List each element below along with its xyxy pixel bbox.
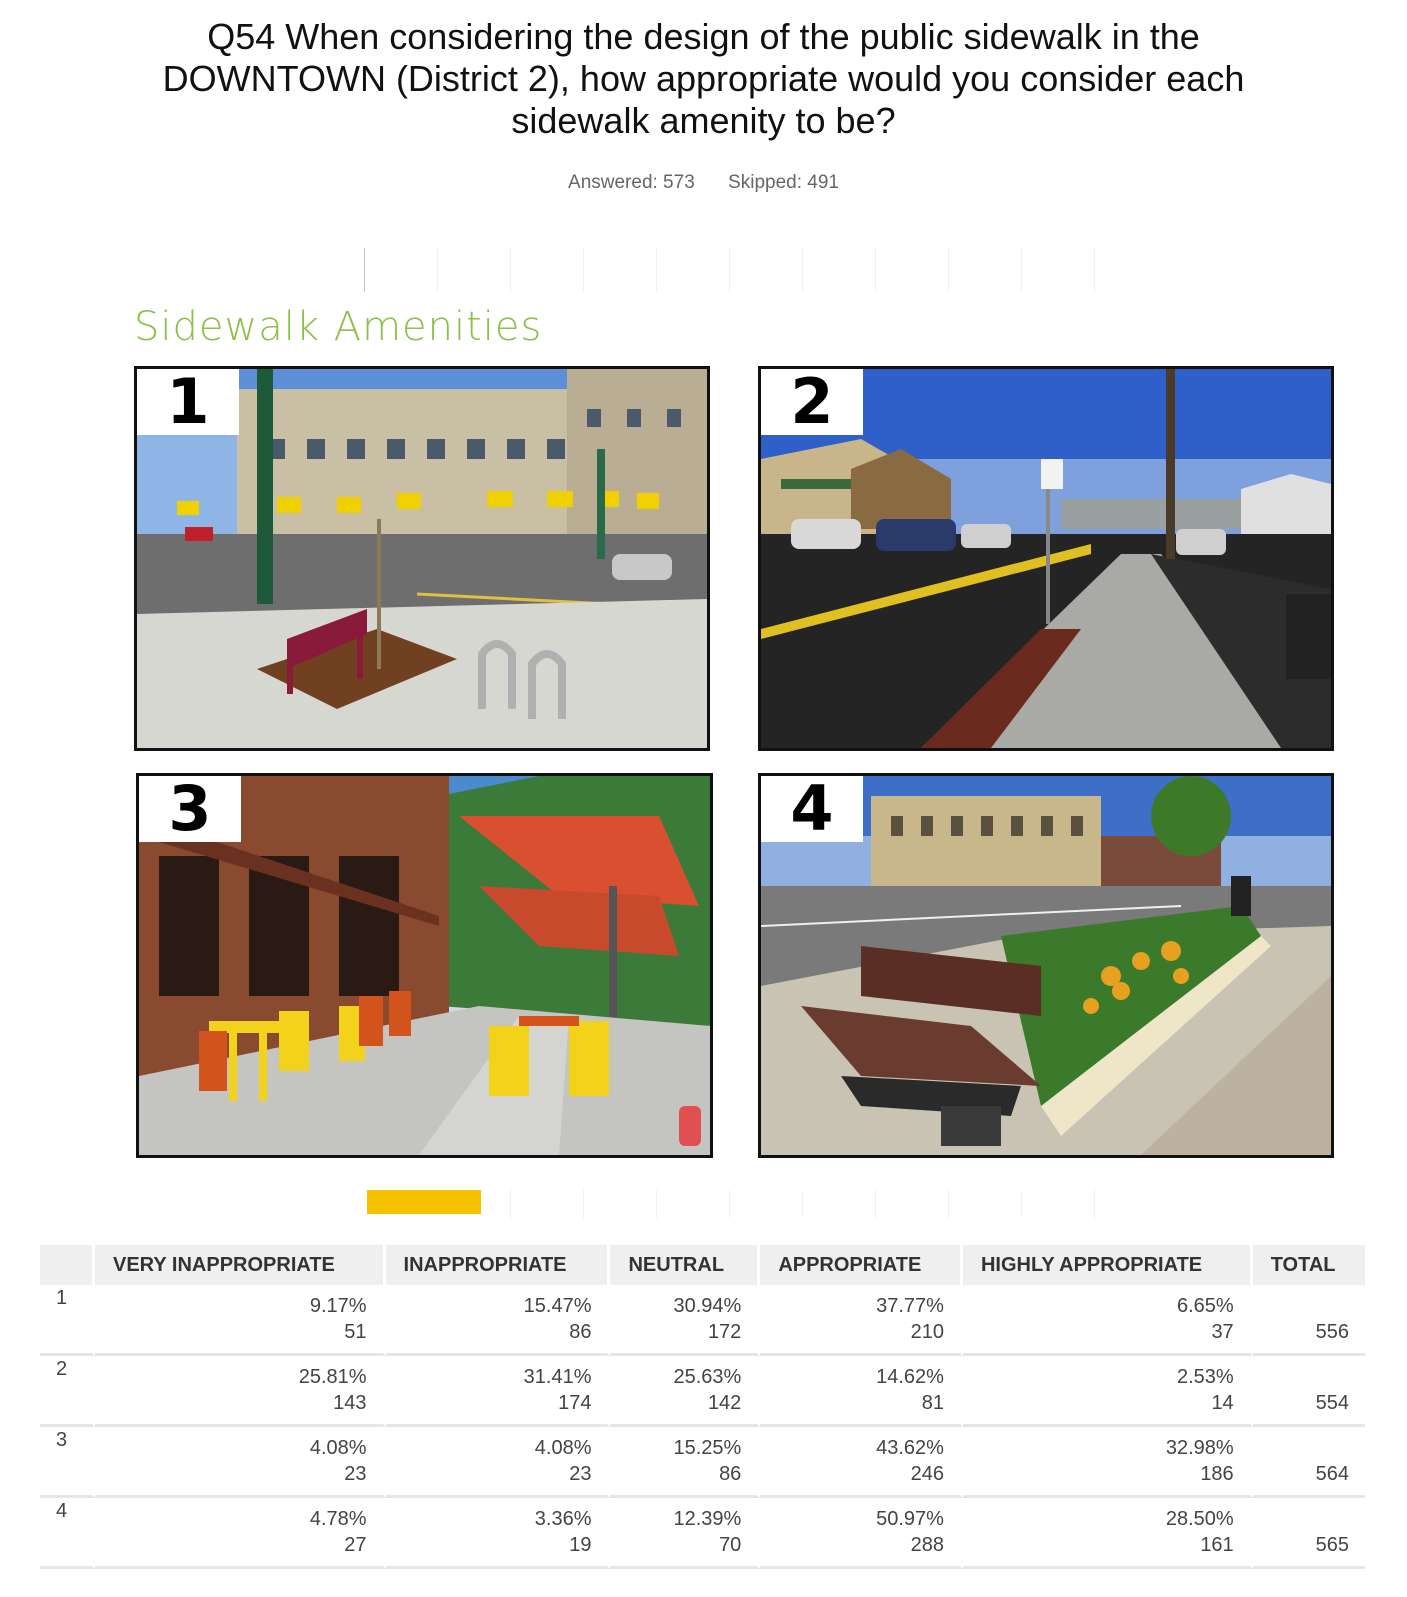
column-header <box>40 1245 95 1285</box>
cell-count: 86 <box>719 1463 742 1485</box>
row-total: 556 <box>1315 1321 1349 1343</box>
column-header: APPROPRIATE <box>760 1245 963 1285</box>
answered-count: Answered: 573 <box>568 172 695 193</box>
cell-percent: 28.50% <box>1165 1508 1234 1530</box>
cell-count: 143 <box>333 1392 367 1414</box>
cell-count: 19 <box>569 1534 592 1556</box>
column-header: TOTAL <box>1253 1245 1365 1285</box>
question-title-line: DOWNTOWN (District 2), how appropriate would you consider each <box>162 58 1245 99</box>
cell-count: 86 <box>569 1321 592 1343</box>
cell-count: 37 <box>1211 1321 1234 1343</box>
row-total: 554 <box>1315 1392 1349 1414</box>
cell-percent: 30.94% <box>673 1295 742 1317</box>
row-label: 3 <box>40 1427 95 1498</box>
cell-percent: 12.39% <box>673 1508 742 1530</box>
cell-percent: 31.41% <box>523 1366 592 1388</box>
table-row <box>40 1427 1365 1498</box>
cell-percent: 4.08% <box>309 1437 367 1459</box>
cell-percent: 25.81% <box>298 1366 367 1388</box>
cell-percent: 2.53% <box>1176 1366 1234 1388</box>
cell-count: 70 <box>719 1534 742 1556</box>
amenity-photo-4 <box>758 773 1334 1158</box>
cell-count: 161 <box>1200 1534 1234 1556</box>
row-total: 564 <box>1315 1463 1349 1485</box>
cell-count: 186 <box>1200 1463 1234 1485</box>
table-header-row <box>40 1245 1365 1285</box>
cell-count: 142 <box>707 1392 742 1414</box>
results-table <box>40 1245 1365 1569</box>
skipped-count: Skipped: 491 <box>728 172 839 193</box>
cell-percent: 15.25% <box>673 1437 742 1459</box>
photo-number: 4 <box>761 776 863 842</box>
row-label: 2 <box>40 1356 95 1427</box>
cell-percent: 32.98% <box>1165 1437 1234 1459</box>
row-label: 4 <box>40 1498 95 1569</box>
column-header: VERY INAPPROPRIATE <box>95 1245 386 1285</box>
cell-count: 51 <box>344 1321 367 1343</box>
cell-count: 23 <box>344 1463 367 1485</box>
column-header: HIGHLY APPROPRIATE <box>963 1245 1253 1285</box>
chart-gridlines-top <box>364 248 1104 292</box>
photo-number: 3 <box>139 776 241 842</box>
photo-number: 2 <box>761 369 863 435</box>
amenity-photo-2 <box>758 366 1334 751</box>
cell-count: 23 <box>569 1463 592 1485</box>
cell-percent: 43.62% <box>876 1437 944 1459</box>
table-row <box>40 1285 1365 1356</box>
question-title-line: Q54 When considering the design of the public sidewalk in the <box>207 16 1200 57</box>
row-label: 1 <box>40 1285 95 1356</box>
cell-count: 246 <box>910 1463 944 1485</box>
cell-count: 174 <box>558 1392 592 1414</box>
cell-percent: 4.78% <box>309 1508 367 1530</box>
cell-count: 172 <box>707 1321 742 1343</box>
cell-percent: 25.63% <box>673 1366 742 1388</box>
table-row <box>40 1498 1365 1569</box>
cell-count: 210 <box>910 1321 944 1343</box>
cell-percent: 4.08% <box>534 1437 592 1459</box>
cell-percent: 37.77% <box>876 1295 944 1317</box>
column-header: NEUTRAL <box>610 1245 760 1285</box>
amenities-title: Sidewalk Amenities <box>134 304 543 350</box>
cell-percent: 14.62% <box>876 1366 944 1388</box>
row-total: 565 <box>1315 1534 1349 1556</box>
chart-bar <box>367 1190 481 1214</box>
amenity-photo-1 <box>134 366 710 751</box>
response-summary <box>0 172 1407 194</box>
amenity-photo-3 <box>136 773 713 1158</box>
question-title <box>0 16 1407 142</box>
cell-percent: 9.17% <box>309 1295 367 1317</box>
cell-percent: 15.47% <box>523 1295 592 1317</box>
cell-count: 288 <box>910 1534 944 1556</box>
cell-percent: 50.97% <box>876 1508 944 1530</box>
table-row <box>40 1356 1365 1427</box>
cell-count: 14 <box>1211 1392 1234 1414</box>
cell-count: 27 <box>344 1534 367 1556</box>
question-title-line: sidewalk amenity to be? <box>511 100 896 141</box>
photo-number: 1 <box>137 369 239 435</box>
column-header: INAPPROPRIATE <box>386 1245 611 1285</box>
cell-count: 81 <box>921 1392 944 1414</box>
cell-percent: 6.65% <box>1176 1295 1234 1317</box>
cell-percent: 3.36% <box>534 1508 592 1530</box>
